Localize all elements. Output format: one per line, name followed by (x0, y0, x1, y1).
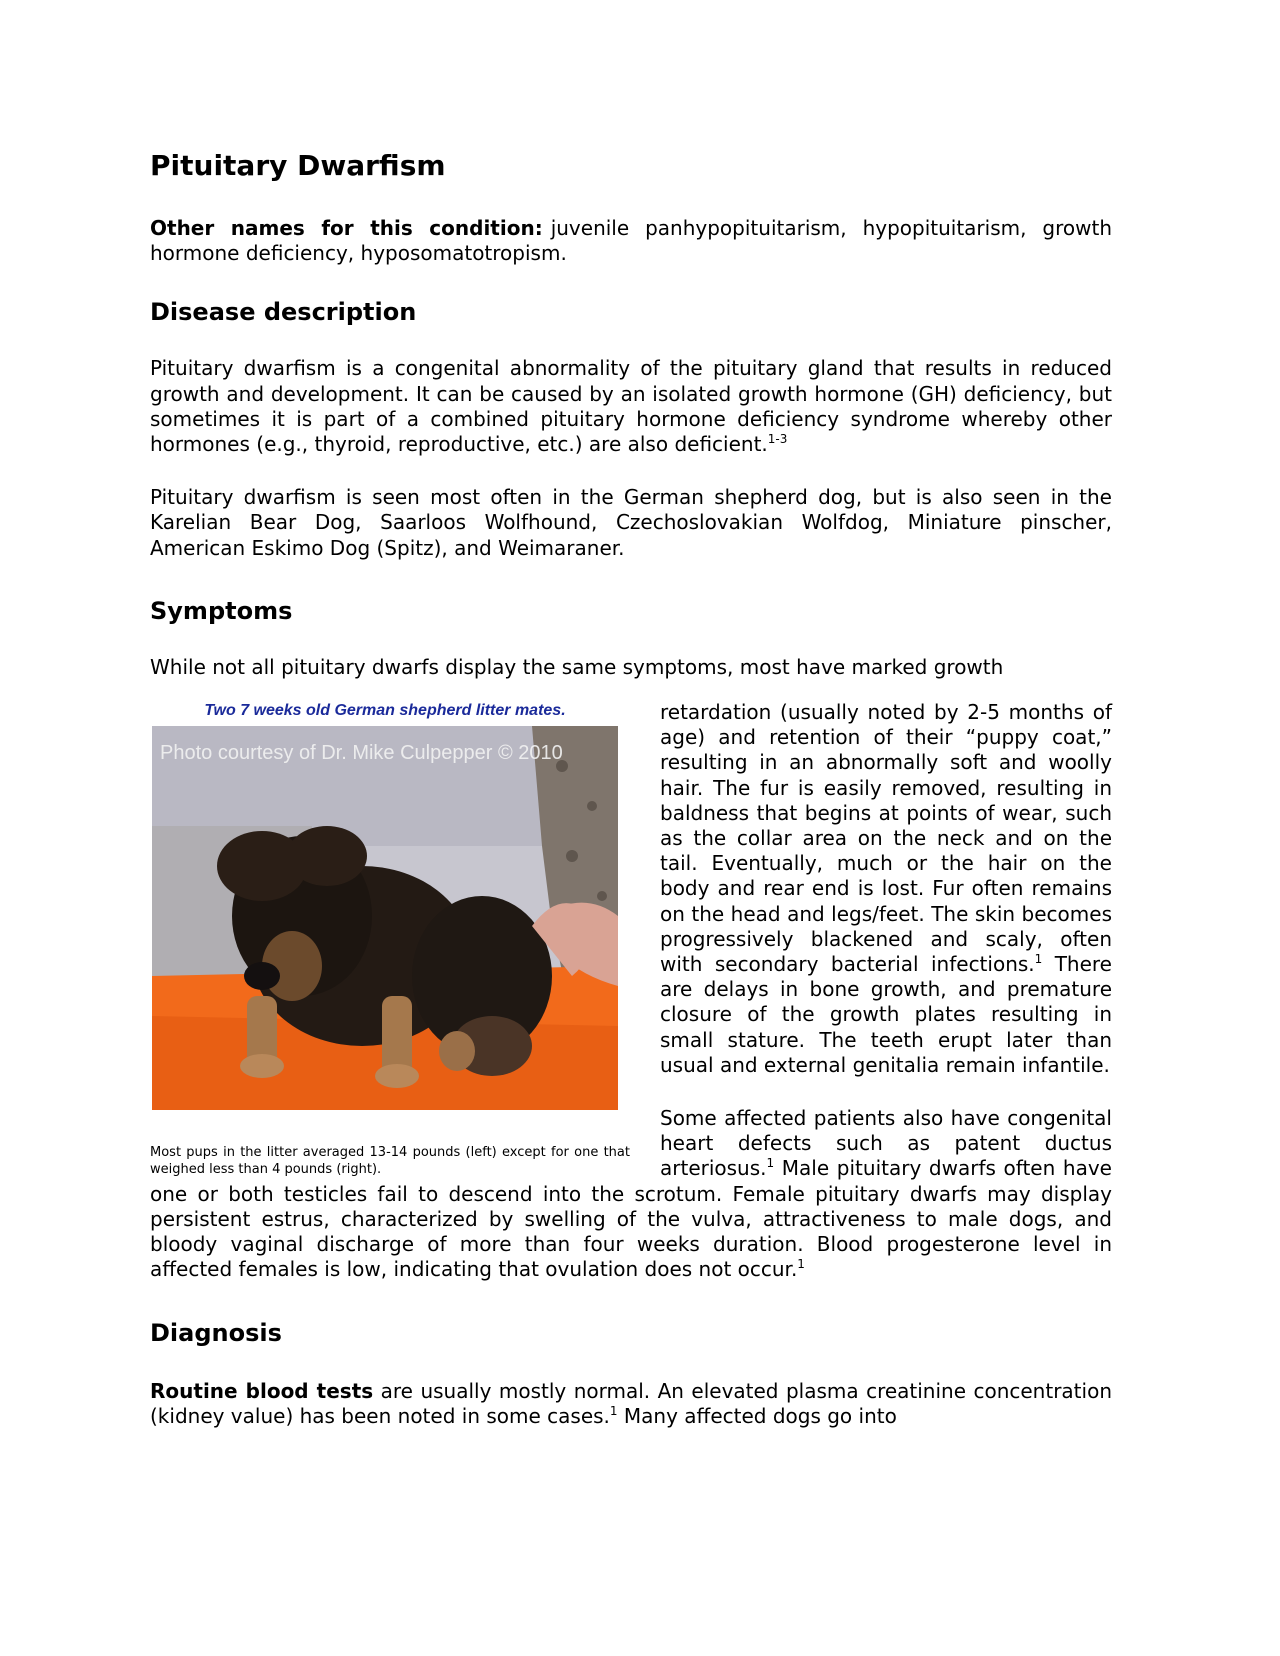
disease-description-paragraph-1 (150, 356, 1112, 457)
symptoms-intro: While not all pituitary dwarfs display the same symptoms, most have marked growth (150, 654, 1004, 679)
disease-description-paragraph-2: Pituitary dwarfism is seen most often in the German shepherd dog, but is also seen in the Karelian Bear Dog, Saarloos Wolfhound, Czechoslovakian Wolfdog, Miniature pinscher, American Eskimo Dog (Spitz), and Weimaraner. (150, 485, 1112, 560)
other-names-paragraph (150, 216, 1112, 266)
other-names-text: juvenile panhypopituitarism, hypopituitarism, growth hormone deficiency, hyposomatotropism. (150, 216, 1112, 266)
reference-superscript: 1 (1034, 952, 1043, 967)
page-title: Pituitary Dwarfism (150, 149, 446, 182)
disease-description-text-1: Pituitary dwarfism is a congenital abnormality of the pituitary gland that results in reduced growth and development. It can be caused by an isolated growth hormone (GH) deficiency, but sometimes it is part of a combined pituitary hormone deficiency syndrome whereby other hormones (e.g., thyroid, reproductive, etc.) are also deficient. (150, 356, 1112, 457)
symptoms-text-2b: Male pituitary dwarfs often have one or both testicles fail to descend into the scrotum. Female pituitary dwarfs may display persistent estrus, characterized by swelling of the vulva, attractiveness to male dogs, and bloody vaginal discharge of more than four weeks duration. Blood progesterone level in affected females is low, indicating that ovulation does not occur. (150, 1156, 1112, 1282)
other-names-label: Other names for this condition: (150, 216, 543, 240)
diagnosis-text-2: Many affected dogs go into (617, 1403, 897, 1428)
symptoms-text-1a: retardation (usually noted by 2-5 months of age) and retention of their “puppy coat,” resulting in an abnormally soft and woolly hair. The fur is easily removed, resulting in baldness that begins at points of wear, such as the collar area on the neck and on the tail. Eventually, much or the hair on the body and rear end is lost. Fur often remains on the head and legs/feet. The skin becomes progressively blackened and scaly, often with secondary bacterial infections. (660, 700, 1112, 977)
document-content (150, 148, 1112, 1429)
diagnosis-bold-term: Routine blood tests (150, 1378, 374, 1403)
symptoms-text-2a: Some affected patients also have congenital heart defects such as patent ductus arteriosus. (660, 1106, 1112, 1181)
puppy-figure (150, 700, 640, 1178)
reference-superscript: 1 (609, 1403, 618, 1418)
puppies-photo-drawing (152, 726, 618, 1110)
reference-superscript: 1 (797, 1257, 805, 1272)
figure-caption: Most pups in the litter averaged 13-14 pounds (left) except for one that weighed less than 4 pounds (right). (150, 1145, 630, 1178)
symptoms-heading: Symptoms (150, 596, 293, 625)
reference-superscript: 1 (766, 1156, 775, 1171)
diagnosis-heading: Diagnosis (150, 1318, 282, 1347)
puppies-photo (152, 726, 618, 1110)
disease-description-heading: Disease description (150, 298, 417, 327)
figure-title: Two 7 weeks old German shepherd litter mates. (204, 702, 566, 720)
diagnosis-text-1: are usually mostly normal. An elevated plasma creatinine concentration (kidney value) has been noted in some cases. (150, 1378, 1112, 1428)
diagnosis-paragraph (150, 1379, 1112, 1429)
symptoms-text-1b: There are delays in bone growth, and premature closure of the growth plates resulting in small stature. The teeth erupt later than usual and external genitalia remain infantile. (660, 952, 1112, 1077)
reference-superscript: 1-3 (767, 432, 788, 447)
photo-credit: Photo courtesy of Dr. Mike Culpepper © 2010 (160, 742, 563, 765)
